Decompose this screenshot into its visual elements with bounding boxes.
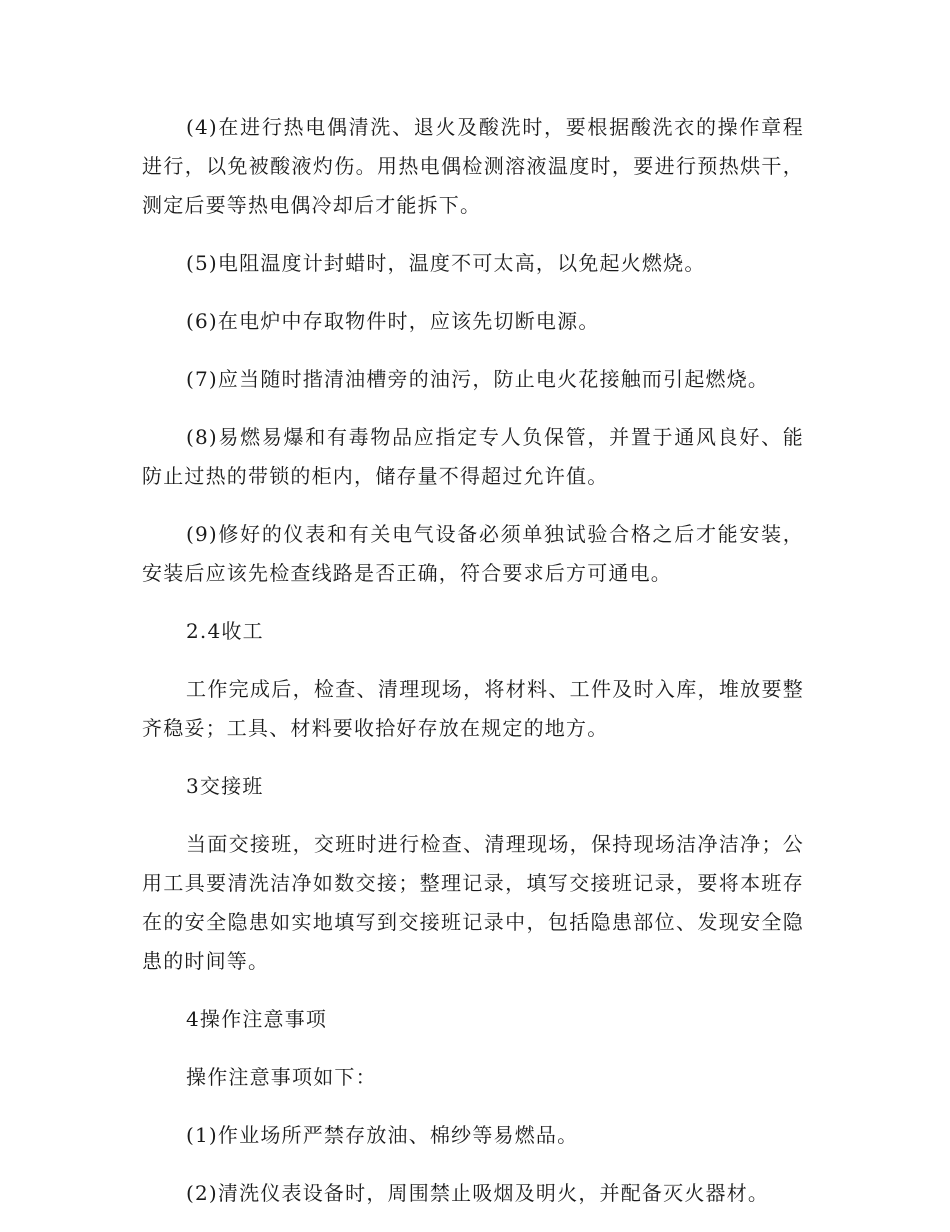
paragraph-caozuo-item-1: (1)作业场所严禁存放油、棉纱等易燃品。 [186, 1123, 579, 1147]
section-heading-jiaojieban: 3交接班 [186, 774, 264, 798]
paragraph-shougong: 工作完成后，检查、清理现场，将材料、工件及时入库，堆放要整齐稳妥；工具、材料要收拾好存放在规定的地方。 [142, 677, 804, 740]
paragraph-item-9: (9)修好的仪表和有关电气设备必须单独试验合格之后才能安装，安装后应该先检查线路是否正确，符合要求后方可通电。 [142, 522, 804, 585]
section-heading-caozuo-zhuyi: 4操作注意事项 [186, 1007, 328, 1031]
paragraph-item-7: (7)应当随时揩清油槽旁的油污，防止电火花接触而引起燃烧。 [186, 367, 770, 391]
paragraph-item-5: (5)电阻温度计封蜡时，温度不可太高，以免起火燃烧。 [186, 251, 706, 275]
section-heading-shougong: 2.4收工 [186, 619, 264, 643]
paragraph-caozuo-intro: 操作注意事项如下： [186, 1065, 377, 1089]
paragraph-item-4: (4)在进行热电偶清洗、退火及酸洗时，要根据酸洗衣的操作章程进行，以免被酸液灼伤。用热电偶检测溶液温度时，要进行预热烘干，测定后要等热电偶冷却后才能拆下。 [142, 115, 804, 217]
document-page [142, 108, 804, 1232]
paragraph-item-6: (6)在电炉中存取物件时，应该先切断电源。 [186, 309, 600, 333]
paragraph-caozuo-item-2: (2)清洗仪表设备时，周围禁止吸烟及明火，并配备灭火器材。 [186, 1181, 770, 1205]
paragraph-jiaojieban: 当面交接班，交班时进行检查、清理现场，保持现场洁净洁净；公用工具要清洗洁净如数交接；整理记录，填写交接班记录，要将本班存在的安全隐患如实地填写到交接班记录中，包括隐患部位、发现安全隐患的时间等。 [142, 832, 804, 973]
paragraph-item-8: (8)易燃易爆和有毒物品应指定专人负保管，并置于通风良好、能防止过热的带锁的柜内，储存量不得超过允许值。 [142, 425, 804, 488]
